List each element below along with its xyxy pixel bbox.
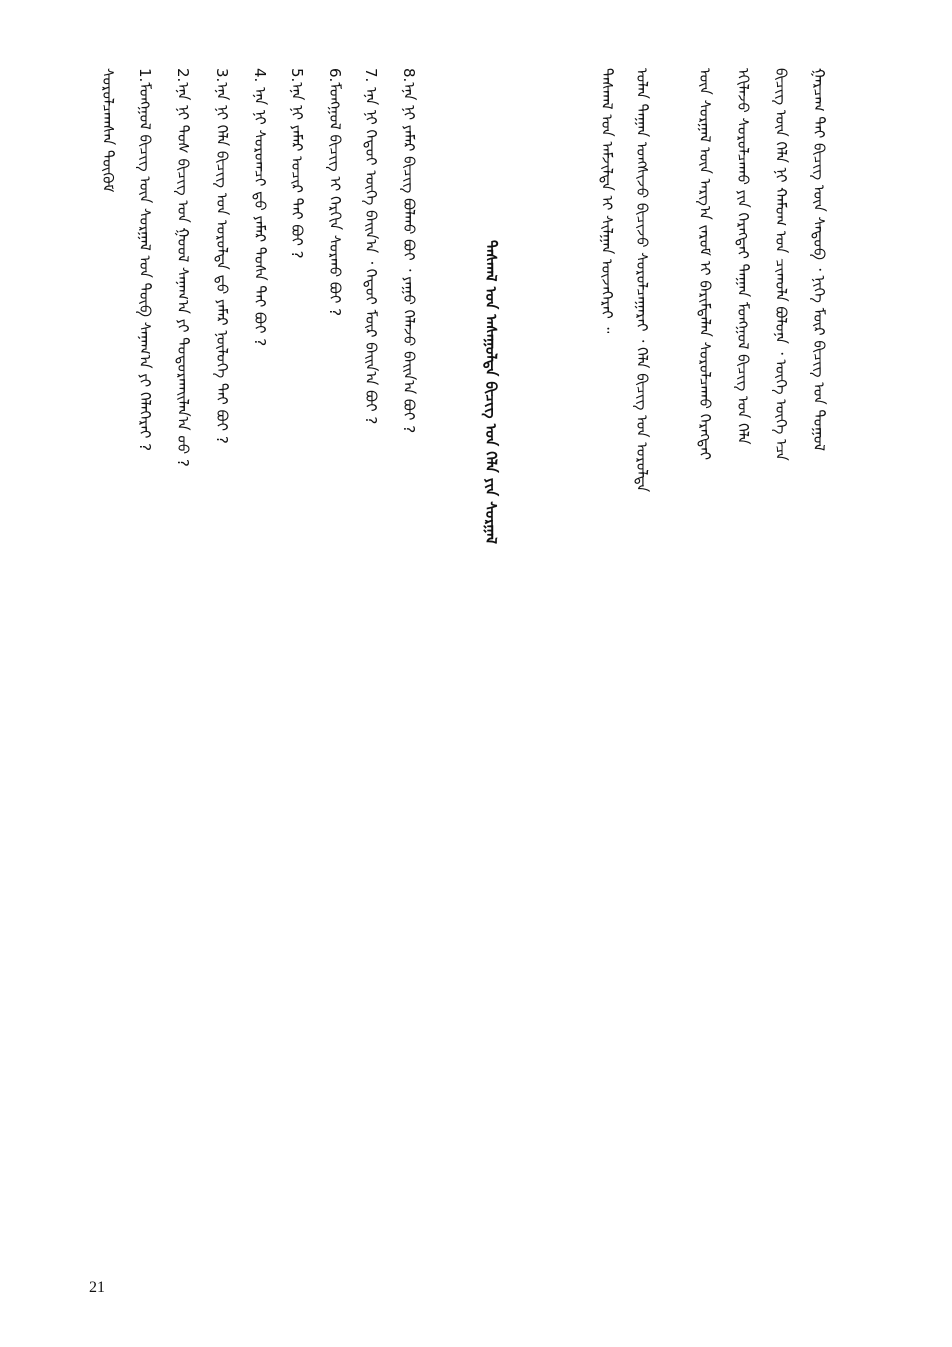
question-1: 1.ᠮᠣᠩᠭᠣᠯ ᠪᠢᠴᠢᠭ ᠦᠨ ᠰᠤᠷᠭᠠᠯ ᠤᠨ ᠲᠥᠪ ᠰᠠᠨᠠᠭ᠎ᠠ ᠶᠢ ᠬᠡᠯᠡᠭᠡᠷᠡᠢ ? (136, 68, 154, 452)
body-column-5: ᠣᠯᠠᠨ ᠳᠠᠭᠠᠨ ᠤᠩᠰᠢᠵᠤ ᠪᠢᠴᠢᠵᠦ ᠰᠤᠷᠤᠯᠴᠠᠭᠠᠷᠠᠢ ᠂ ᠬᠡᠯᠡ ᠪᠢᠴᠢᠭ ᠤᠨ ᠤᠷᠤᠯᠲᠠ (633, 68, 651, 493)
question-3: 3.ᠡᠨᠡ ᠨᠢ ᠬᠡᠯᠡ ᠪᠢᠴᠢᠭ ᠤᠨ ᠤᠷᠤᠯᠲᠠ ᠳ᠋ᠤ ᠶᠠᠮᠠᠷ ᠨᠥᠯᠦᠭᠡ ᠲᠠᠢ ᠪᠤᠢ ? (213, 68, 231, 444)
closing-line: ᠰᠤᠷᠤᠯᠴᠠᠭᠰᠠᠨ ᠳᠦᠭᠦᠮ (99, 68, 117, 193)
body-column-2: ᠪᠢᠴᠢᠭ ᠦᠨ ᠬᠡᠯᠡ ᠨᠢ ᠬᠠᠮᠤᠭ ᠤᠨ ᠴᠢᠬᠤᠯᠠ ᠪᠣᠯᠤᠨᠠ ᠂ ᠦᠭᠡ ᠦᠭᠡ ᠡᠴᠡ (772, 68, 790, 461)
question-6: 6.ᠮᠣᠩᠭᠣᠯ ᠪᠢᠴᠢᠭ ᠢ ᠬᠡᠷᠬᠢᠨ ᠰᠤᠷᠬᠤ ᠪᠤᠢ ? (326, 68, 344, 317)
section-heading: ᠳᠠᠰᠬᠠᠯ ᠤᠨ ᠠᠰᠠᠭᠤᠯᠲᠠ ᠪᠢᠴᠢᠭ ᠤᠨ ᠬᠡᠯᠡ ᠶᠢᠨ ᠰᠤᠷᠭᠠᠯ (482, 240, 500, 545)
body-column-6: ᠳᠠᠰᠬᠠᠯ ᠤᠨ ᠠᠮᠵᠢᠯᠲᠠ ᠢ ᠰᠢᠯᠭᠠᠨ ᠦᠵᠡᠭᠡᠷᠡᠢ ᠃ (598, 68, 616, 334)
body-column-3: ᠡᠬᠢᠯᠡᠵᠦ ᠰᠤᠷᠤᠯᠴᠠᠬᠤ ᠶᠢᠨ ᠬᠡᠷᠡᠭᠲᠡᠢ ᠳᠠᠭᠠᠨ ᠮᠣᠩᠭᠣᠯ ᠪᠢᠴᠢᠭ ᠤᠨ ᠬᠡᠯᠡ (734, 68, 752, 445)
question-2: 2.ᠡᠨᠡ ᠨᠢ ᠲᠤᠰ ᠪᠢᠴᠢᠭ ᠤᠨ ᠭᠣᠤᠯ ᠰᠠᠨᠠᠭ᠎ᠠ ᠶᠢ ᠲᠣᠳᠣᠷᠬᠠᠢᠯᠠᠨ᠎ᠠ ᠤᠤ ? (174, 68, 192, 467)
question-8: 8.ᠡᠨᠡ ᠨᠢ ᠶᠠᠮᠠᠷ ᠪᠢᠴᠢᠭ ᠪᠣᠯᠬᠤ ᠪᠤᠢ ᠂ ᠶᠠᠭᠤ ᠬᠡᠯᠡᠵᠦ ᠪᠠᠢᠨ᠎ᠠ ᠪᠤᠢ ? (400, 68, 418, 434)
question-5: 5.ᠡᠨᠡ ᠨᠢ ᠶᠠᠮᠠᠷ ᠤᠴᠢᠷ ᠲᠠᠢ ᠪᠤᠢ ? (288, 68, 306, 259)
question-4: 4. ᠡᠨᠡ ᠨᠢ ᠰᠤᠷᠤᠭᠴᠢ ᠳ᠋ᠤ ᠶᠠᠮᠠᠷ ᠲᠤᠰᠠ ᠲᠠᠢ ᠪᠤᠢ ? (251, 68, 269, 347)
body-column-4: ᠦᠨ ᠰᠤᠷᠭᠠᠯ ᠦᠨ ᠠᠷᠭ᠎ᠠ ᠵᠠᠷᠤᠮ ᠢ ᠪᠠᠷᠢᠮᠳᠠᠯᠠᠨ ᠰᠤᠷᠤᠯᠴᠠᠬᠤ ᠬᠡᠷᠡᠭᠲᠡᠢ (696, 68, 714, 461)
body-column-1: ᠭᠠᠷᠴᠠᠭ ᠲᠠᠢ ᠪᠢᠴᠢᠭ ᠦᠨ ᠰᠡᠳᠦᠪ ᠂ ᠨᠢᠭᠡ ᠮᠥᠷ ᠪᠢᠴᠢᠭ ᠤᠨ ᠳᠣᠭᠣᠯ (810, 68, 828, 451)
page-number: 21 (89, 1279, 105, 1296)
question-7: 7. ᠡᠨᠡ ᠨᠢ ᠬᠡᠳᠦᠢ ᠦᠭᠡ ᠪᠠᠢᠨ᠎ᠠ ᠂ ᠬᠡᠳᠦᠢ ᠮᠥᠷ ᠪᠠᠢᠨ᠎ᠠ ᠪᠤᠢ ? (362, 68, 380, 425)
